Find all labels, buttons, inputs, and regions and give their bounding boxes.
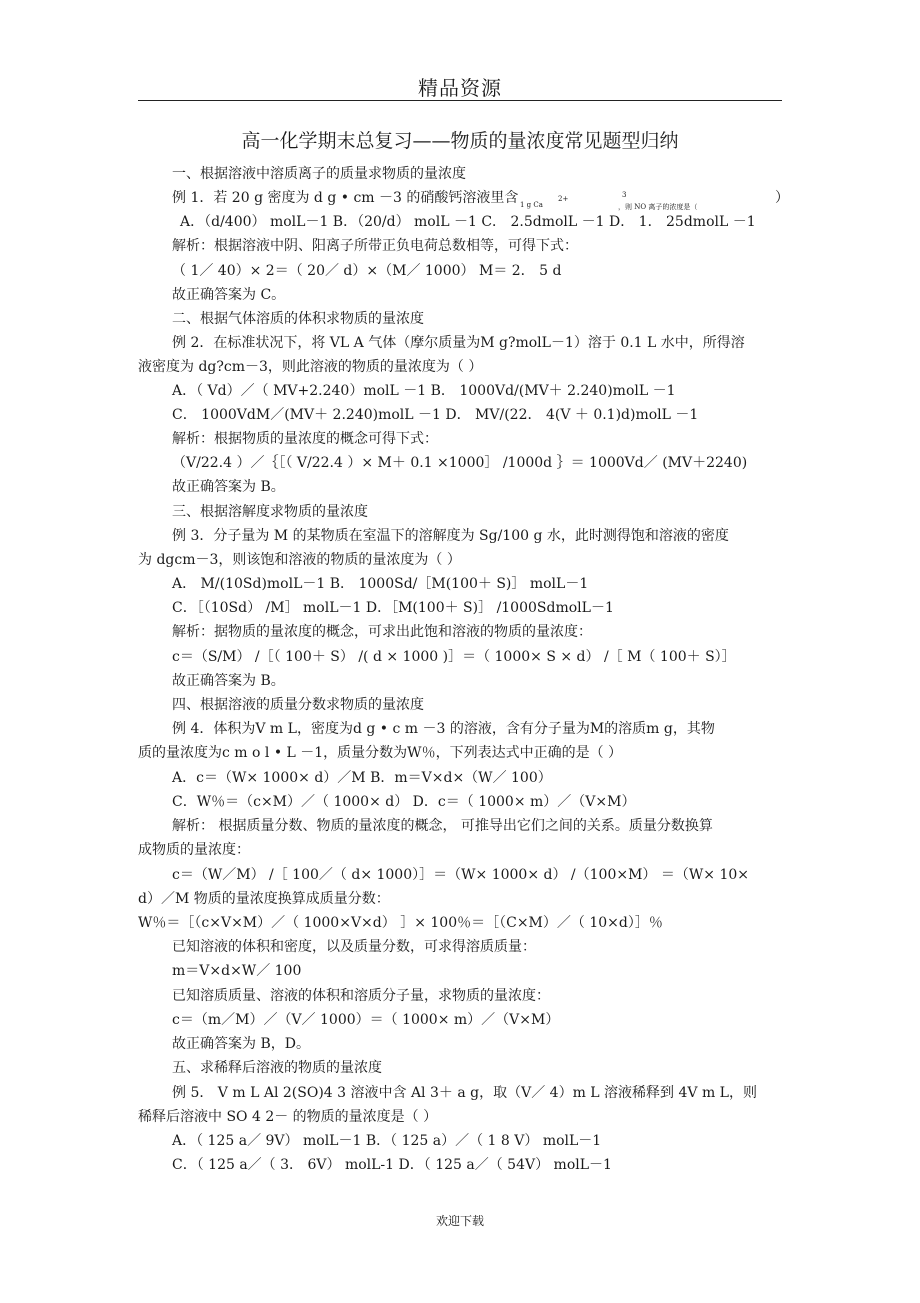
header-divider [138,100,782,101]
example-2-stem-1: 例 2．在标准状况下，将 VL A 气体（摩尔质量为M g?molL－1）溶于 0.1 L 水中，所得溶 [172,335,745,351]
example-4-options-ab: A．c＝（W× 1000× d）／M B．m＝V×d×（W／ 100） [172,770,552,786]
example-3-options-cd: C．［（10Sd） /M］ molL－1 D．［M(100＋ S)］ /1000SdmolL－1 [172,600,614,616]
example-4-formula-3: W％＝［（c×V×M）／（ 1000×V×d） ］× 100％＝［（C×M）／（ 10×d）］％ [138,915,663,931]
example-4-analysis-1: 解析： 根据质量分数、物质的量浓度的概念， 可推导出它们之间的关系。质量分数换算 [172,818,713,834]
example-1-options: A．（d/400） molL－1 B．（20/d） molL －1 C． 2.5dmolL －1 D． 1． 25dmolL －1 [180,214,756,230]
example-2-options-ab: A．（ Vd）／（ MV+2.240）molL －1 B． 1000Vd/(MV＋ 2.240)molL －1 [172,383,676,399]
example-4-analysis-2: 成物质的量浓度： [138,842,250,858]
example-1-formula: （ 1／ 40）× 2＝（ 20／ d）×（M／ 1000） M＝ 2． 5 d [172,263,562,279]
example-1-paren: ） [775,190,789,206]
example-4-formula-2: d）／M 物质的量浓度换算成质量分数： [138,891,390,907]
example-1-stem [172,189,518,207]
example-4-formula-4: m＝V×d×W／ 100 [172,963,302,979]
example-4-answer: 故正确答案为 B，D。 [172,1036,310,1052]
example-1-small-question: ，则 NO 离子的浓度是（ [618,203,698,211]
example-1-small-text: 1 g Ca [520,201,543,209]
example-4-formula-1: c＝（W／M） /［ 100／（ d× 1000）］＝（W× 1000× d） /（100×M） ＝（W× 10× [172,867,749,883]
section-heading-5: 五、求稀释后溶液的物质的量浓度 [172,1060,382,1076]
example-5-options-ab: A．（ 125 a／ 9V） molL－1 B．（ 125 a）／（ 1 8 V） molL－1 [172,1133,602,1149]
example-2-formula: （V/22.4 ）／｛［（ V/22.4 ）× M＋ 0.1 ×1000］ /1000d ｝＝ 1000Vd／ (MV＋2240) [172,455,748,471]
example-5-stem-1: 例 5． V m L Al 2(SO)4 3 溶液中含 Al 3＋ a g，取（V／ 4）m L 溶液稀释到 4V m L，则 [172,1085,757,1101]
example-1-analysis: 解析：根据溶液中阴、阳离子所带正负电荷总数相等，可得下式： [172,238,578,254]
example-1-small-sub: 3 [622,191,627,199]
page-header-title: 精品资源 [418,76,502,100]
section-heading-3: 三、根据溶解度求物质的量浓度 [172,504,368,520]
example-1-answer: 故正确答案为 C。 [172,287,286,303]
example-4-formula-5: c＝（m／M）／（V／ 1000）＝（ 1000× m）／（V×M） [172,1012,560,1028]
example-5-options-cd: C．（ 125 a／（ 3． 6V） molL-1 D．（ 125 a／（ 54V） molL－1 [172,1157,612,1173]
example-4-note-2: 已知溶质质量、溶液的体积和溶质分子量，求物质的量浓度： [172,988,550,1004]
document-title: 高一化学期末总复习——物质的量浓度常见题型归纳 [241,130,679,152]
example-2-answer: 故正确答案为 B。 [172,479,285,495]
example-3-options-ab: A． M/(10Sd)molL－1 B． 1000Sd/［M(100＋ S)］ molL－1 [172,576,589,592]
example-4-stem-1: 例 4．体积为V m L，密度为d g • c m －3 的溶液，含有分子量为M的溶质m g，其物 [172,721,715,737]
example-4-stem-2: 质的量浓度为c m o l • L －1，质量分数为W％，下列表达式中正确的是（ ） [138,745,623,761]
section-heading-1: 一、根据溶液中溶质离子的质量求物质的量浓度 [172,166,466,182]
section-heading-4: 四、根据溶液的质量分数求物质的量浓度 [172,697,424,713]
example-5-stem-2: 稀释后溶液中 SO 4 2－ 的物质的量浓度是（ ） [138,1109,438,1125]
example-1-text: 例 1．若 20 g 密度为 d g • cm －3 的硝酸钙溶液里含 [172,190,519,206]
example-4-options-cd: C．W％＝（c×M）／（ 1000× d） D．c＝（ 1000× m）／（V×M） [172,794,636,810]
example-3-answer: 故正确答案为 B。 [172,673,285,689]
section-heading-2: 二、根据气体溶质的体积求物质的量浓度 [172,311,424,327]
example-3-stem-2: 为 dgcm－3，则该饱和溶液的物质的量浓度为（ ） [138,552,461,568]
example-2-analysis: 解析：根据物质的量浓度的概念可得下式： [172,431,438,447]
example-2-stem-2: 液密度为 dg?cm－3，则此溶液的物质的量浓度为（ ） [138,359,483,375]
page-footer: 欢迎下载 [435,1214,484,1228]
example-3-stem-1: 例 3．分子量为 M 的某物质在室温下的溶解度为 Sg/100 g 水，此时测得饱和溶液的密度 [172,528,729,544]
example-1-small-charge: 2+ [558,195,569,203]
example-4-note-1: 已知溶液的体积和密度，以及质量分数，可求得溶质质量： [172,939,536,955]
example-2-options-cd: C． 1000VdM／(MV＋ 2.240)molL －1 D． MV/(22． 4(V ＋ 0.1)d)molL －1 [172,407,699,423]
example-3-analysis: 解析：据物质的量浓度的概念，可求出此饱和溶液的物质的量浓度： [172,624,592,640]
example-3-formula: c＝（S/M） /［（ 100＋ S） /( d × 1000 )］＝（ 1000× S × d） /［ M（ 100＋ S）］ [172,649,736,665]
